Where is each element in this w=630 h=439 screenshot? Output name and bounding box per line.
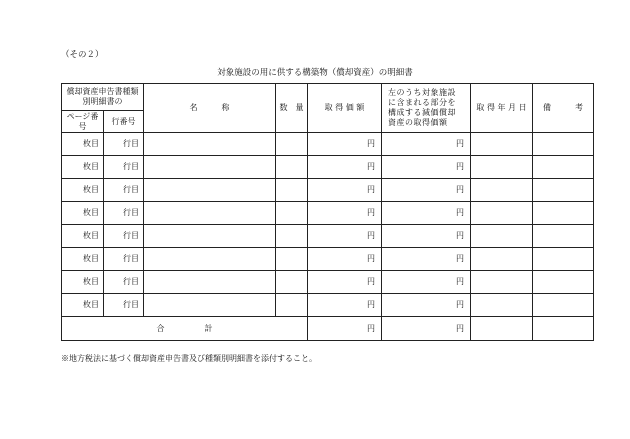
acquisition-date-cell[interactable] xyxy=(471,202,533,225)
quantity-cell[interactable] xyxy=(276,294,308,317)
acquisition-date-cell[interactable] xyxy=(471,179,533,202)
page-number-cell[interactable] xyxy=(62,133,104,156)
acquisition-price-cell[interactable] xyxy=(308,271,382,294)
row-number-cell[interactable] xyxy=(104,179,144,202)
header-quantity: 数 量 xyxy=(276,84,308,133)
total-deductible-portion-cell[interactable] xyxy=(382,317,471,341)
quantity-cell[interactable] xyxy=(276,271,308,294)
remarks-cell[interactable] xyxy=(533,179,594,202)
yen-unit: 円 xyxy=(456,231,464,240)
page-number-cell[interactable] xyxy=(62,202,104,225)
name-cell[interactable] xyxy=(144,225,276,248)
quantity-cell[interactable] xyxy=(276,202,308,225)
remarks-cell[interactable] xyxy=(533,133,594,156)
page-suffix: 枚目 xyxy=(83,185,99,194)
acquisition-date-cell[interactable] xyxy=(471,156,533,179)
yen-unit: 円 xyxy=(456,208,464,217)
yen-unit: 円 xyxy=(456,323,464,333)
row-suffix: 行目 xyxy=(123,139,139,148)
remarks-cell[interactable] xyxy=(533,271,594,294)
table-row xyxy=(62,271,594,294)
row-number-cell[interactable] xyxy=(104,133,144,156)
page-suffix: 枚目 xyxy=(83,208,99,217)
row-number-cell[interactable] xyxy=(104,202,144,225)
yen-unit: 円 xyxy=(367,139,375,148)
row-suffix: 行目 xyxy=(123,185,139,194)
table-body xyxy=(62,133,594,341)
remarks-cell[interactable] xyxy=(533,294,594,317)
row-suffix: 行目 xyxy=(123,162,139,171)
acquisition-date-cell[interactable] xyxy=(471,133,533,156)
acquisition-price-cell[interactable] xyxy=(308,202,382,225)
name-cell[interactable] xyxy=(144,271,276,294)
page-number-cell[interactable] xyxy=(62,271,104,294)
total-blank-cell xyxy=(471,317,533,341)
yen-unit: 円 xyxy=(367,323,375,333)
table-row xyxy=(62,248,594,271)
deductible-portion-cell[interactable] xyxy=(382,271,471,294)
document-title: 対象施設の用に供する構築物（償却資産）の明細書 xyxy=(217,68,413,78)
acquisition-price-cell[interactable] xyxy=(308,248,382,271)
row-suffix: 行目 xyxy=(123,300,139,309)
page-number-cell[interactable] xyxy=(62,294,104,317)
yen-unit: 円 xyxy=(367,277,375,286)
row-suffix: 行目 xyxy=(123,208,139,217)
name-cell[interactable] xyxy=(144,179,276,202)
quantity-cell[interactable] xyxy=(276,179,308,202)
table-row xyxy=(62,179,594,202)
page-number-cell[interactable] xyxy=(62,225,104,248)
deductible-portion-cell[interactable] xyxy=(382,156,471,179)
page-suffix: 枚目 xyxy=(83,277,99,286)
deductible-portion-cell[interactable] xyxy=(382,179,471,202)
yen-unit: 円 xyxy=(367,254,375,263)
row-number-cell[interactable] xyxy=(104,248,144,271)
yen-unit: 円 xyxy=(367,185,375,194)
table-row xyxy=(62,156,594,179)
header-acquisition-price: 取 得 価 額 xyxy=(308,84,382,133)
page-suffix: 枚目 xyxy=(83,300,99,309)
row-number-cell[interactable] xyxy=(104,225,144,248)
page-suffix: 枚目 xyxy=(83,139,99,148)
remarks-cell[interactable] xyxy=(533,202,594,225)
total-label: 合 計 xyxy=(62,317,308,341)
quantity-cell[interactable] xyxy=(276,156,308,179)
acquisition-date-cell[interactable] xyxy=(471,294,533,317)
part-label: （その２） xyxy=(61,50,104,60)
page-number-cell[interactable] xyxy=(62,156,104,179)
structure-detail-table xyxy=(61,83,594,341)
deductible-portion-cell[interactable] xyxy=(382,202,471,225)
deductible-portion-cell[interactable] xyxy=(382,225,471,248)
row-number-cell[interactable] xyxy=(104,156,144,179)
table-row xyxy=(62,294,594,317)
row-suffix: 行目 xyxy=(123,231,139,240)
remarks-cell[interactable] xyxy=(533,156,594,179)
acquisition-price-cell[interactable] xyxy=(308,179,382,202)
table-header xyxy=(62,84,594,133)
header-acquisition-date: 取 得 年 月 日 xyxy=(471,84,533,133)
yen-unit: 円 xyxy=(456,277,464,286)
name-cell[interactable] xyxy=(144,248,276,271)
page-suffix: 枚目 xyxy=(83,162,99,171)
name-cell[interactable] xyxy=(144,294,276,317)
acquisition-price-cell[interactable] xyxy=(308,294,382,317)
total-blank-cell xyxy=(533,317,594,341)
header-deductible-portion: 左のうち対象施設に含まれる部分を構成する減価償却資産の取得価額 xyxy=(382,84,471,133)
table-row xyxy=(62,202,594,225)
row-number-cell[interactable] xyxy=(104,294,144,317)
total-acquisition-price-cell[interactable] xyxy=(308,317,382,341)
page-suffix: 枚目 xyxy=(83,254,99,263)
page-number-cell[interactable] xyxy=(62,248,104,271)
header-remarks: 備 考 xyxy=(533,84,594,133)
yen-unit: 円 xyxy=(456,162,464,171)
row-number-cell[interactable] xyxy=(104,271,144,294)
deductible-portion-cell[interactable] xyxy=(382,248,471,271)
quantity-cell[interactable] xyxy=(276,225,308,248)
acquisition-price-cell[interactable] xyxy=(308,133,382,156)
deductible-portion-cell[interactable] xyxy=(382,294,471,317)
row-suffix: 行目 xyxy=(123,254,139,263)
yen-unit: 円 xyxy=(456,254,464,263)
yen-unit: 円 xyxy=(456,300,464,309)
acquisition-date-cell[interactable] xyxy=(471,271,533,294)
name-cell[interactable] xyxy=(144,133,276,156)
acquisition-date-cell[interactable] xyxy=(471,225,533,248)
total-row xyxy=(62,317,594,341)
yen-unit: 円 xyxy=(367,231,375,240)
page-number-cell[interactable] xyxy=(62,179,104,202)
yen-unit: 円 xyxy=(367,162,375,171)
quantity-cell[interactable] xyxy=(276,133,308,156)
acquisition-date-cell[interactable] xyxy=(471,248,533,271)
page-suffix: 枚目 xyxy=(83,231,99,240)
header-report-reference: 償却資産申告書種類別明細書の xyxy=(62,84,144,111)
header-name: 名 称 xyxy=(144,84,276,133)
acquisition-price-cell[interactable] xyxy=(308,225,382,248)
deductible-portion-cell[interactable] xyxy=(382,133,471,156)
table-row xyxy=(62,225,594,248)
header-row-number: 行番号 xyxy=(104,111,144,133)
table-row xyxy=(62,133,594,156)
footnote: ※地方税法に基づく償却資産申告書及び種類別明細書を添付すること。 xyxy=(61,354,317,363)
yen-unit: 円 xyxy=(456,139,464,148)
yen-unit: 円 xyxy=(456,185,464,194)
header-page-number: ページ番号 xyxy=(62,111,104,133)
quantity-cell[interactable] xyxy=(276,248,308,271)
yen-unit: 円 xyxy=(367,300,375,309)
remarks-cell[interactable] xyxy=(533,248,594,271)
remarks-cell[interactable] xyxy=(533,225,594,248)
acquisition-price-cell[interactable] xyxy=(308,156,382,179)
row-suffix: 行目 xyxy=(123,277,139,286)
name-cell[interactable] xyxy=(144,156,276,179)
yen-unit: 円 xyxy=(367,208,375,217)
name-cell[interactable] xyxy=(144,202,276,225)
